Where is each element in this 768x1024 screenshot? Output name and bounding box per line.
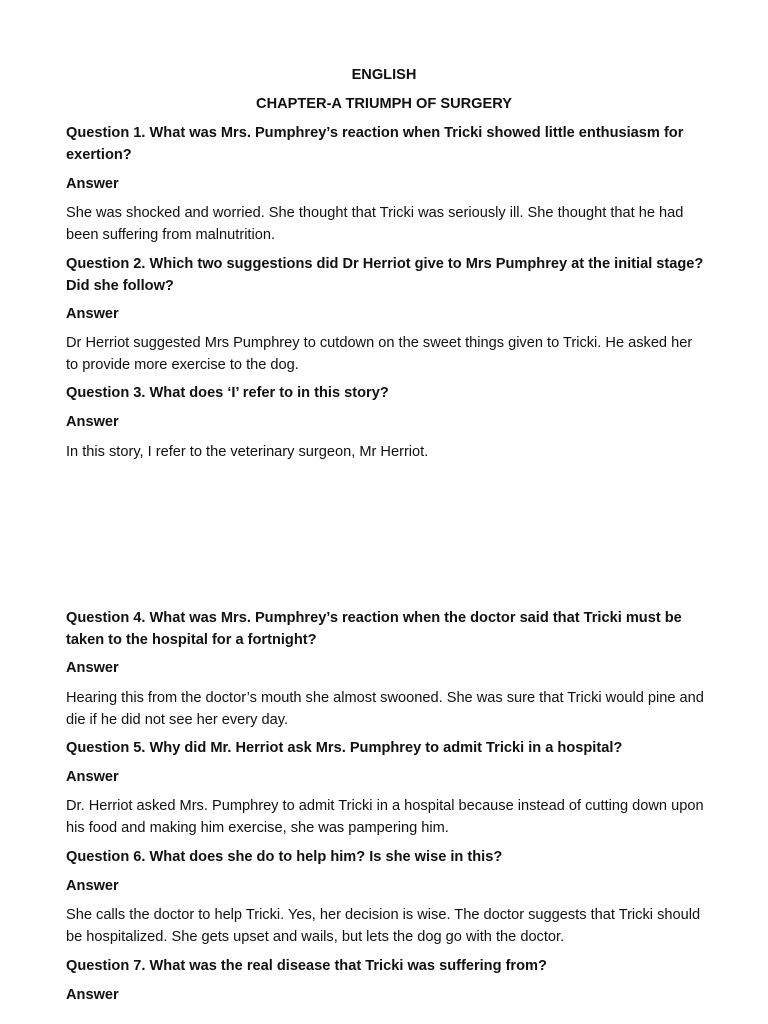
answer-6: She calls the doctor to help Tricki. Yes, her decision is wise. The doctor suggests that Tricki should be hospitalized. She gets upset and wails, but lets the dog go with the doctor. bbox=[66, 907, 701, 945]
answer-label-3: Answer bbox=[66, 414, 119, 430]
answer-label-7: Answer bbox=[66, 987, 119, 1003]
question-1: Question 1. What was Mrs. Pumphrey’s reaction when Tricki showed little enthusiasm for exertion? bbox=[66, 125, 684, 163]
answer-label-6: Answer bbox=[66, 878, 119, 894]
answer-3: In this story, I refer to the veterinary surgeon, Mr Herriot. bbox=[66, 444, 429, 460]
answer-2: Dr Herriot suggested Mrs Pumphrey to cutdown on the sweet things given to Tricki. He asked her to provide more exercise to the dog. bbox=[66, 335, 693, 373]
chapter-heading: CHAPTER-A TRIUMPH OF SURGERY bbox=[256, 96, 512, 112]
question-5: Question 5. Why did Mr. Herriot ask Mrs. Pumphrey to admit Tricki in a hospital? bbox=[66, 740, 623, 756]
question-3: Question 3. What does ‘I’ refer to in this story? bbox=[66, 385, 389, 401]
question-6: Question 6. What does she do to help him? Is she wise in this? bbox=[66, 849, 503, 865]
answer-5: Dr. Herriot asked Mrs. Pumphrey to admit Tricki in a hospital because instead of cutting down upon his food and making him exercise, she was pampering him. bbox=[66, 798, 704, 836]
question-4: Question 4. What was Mrs. Pumphrey’s reaction when the doctor said that Tricki must be taken to the hospital for a fortnight? bbox=[66, 610, 682, 648]
answer-label-1: Answer bbox=[66, 176, 119, 192]
answer-label-5: Answer bbox=[66, 769, 119, 785]
answer-1: She was shocked and worried. She thought that Tricki was seriously ill. She thought that he had been suffering from malnutrition. bbox=[66, 205, 684, 243]
question-2: Question 2. Which two suggestions did Dr Herriot give to Mrs Pumphrey at the initial stage? Did she follow? bbox=[66, 256, 704, 294]
answer-label-2: Answer bbox=[66, 306, 119, 322]
question-7: Question 7. What was the real disease that Tricki was suffering from? bbox=[66, 958, 547, 974]
subject-heading: ENGLISH bbox=[351, 67, 417, 83]
answer-label-4: Answer bbox=[66, 660, 119, 676]
answer-4: Hearing this from the doctor’s mouth she almost swooned. She was sure that Tricki would pine and die if he did not see her every day. bbox=[66, 690, 704, 728]
